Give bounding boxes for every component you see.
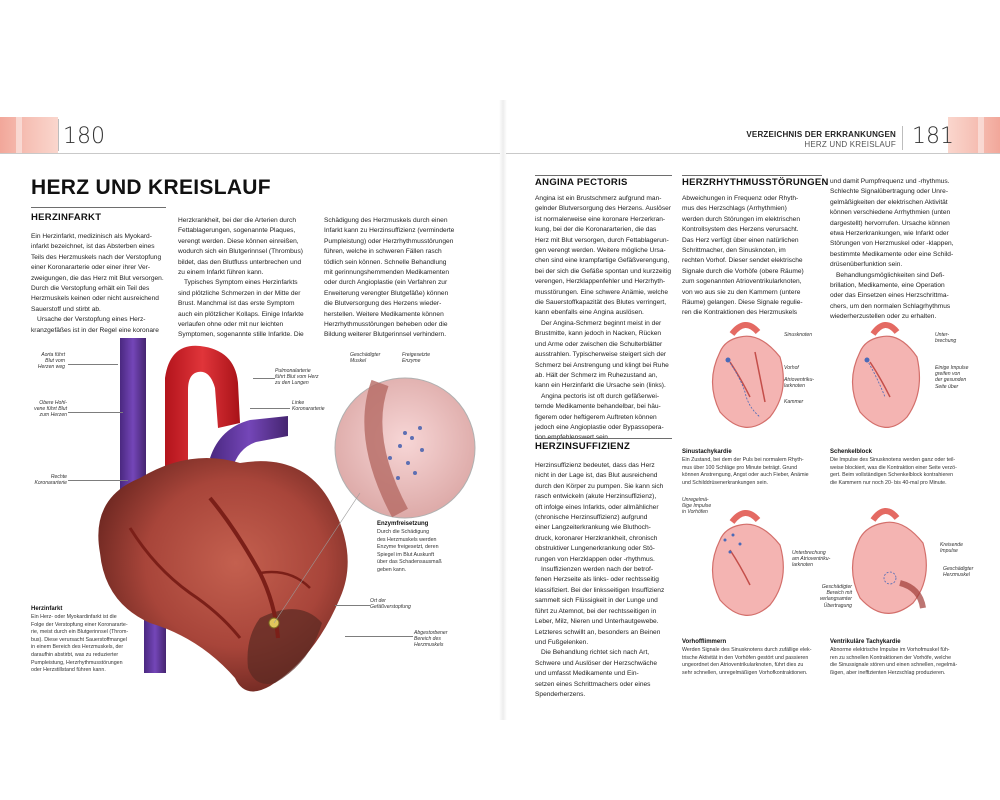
text-line: etwa Herzerkrankungen, wie Infarkt oder <box>830 230 949 238</box>
text-line: Der Angina-Schmerz beginnt meist in der <box>541 319 662 327</box>
text-line: musstörungen. Eine schwere Anämie, welche <box>535 288 669 296</box>
left-page-number: 180 <box>63 124 105 149</box>
text-line: Fettablagerungen, sogenannte Plaques, <box>178 227 296 235</box>
text-line: und Schilddrüsenerkrankungen sein. <box>682 479 768 486</box>
label-unregelmaessige-impulse: Unregelmä- ßige Impulse in Vorhöfen <box>682 497 712 516</box>
text-line: über das Schadensausmaß <box>377 559 442 566</box>
text-line: in einem Bereich des Herzmuskels, der <box>31 644 124 651</box>
text-line: können verschiedene Arrhythmien (unten <box>830 209 951 217</box>
text-line: und damit Pumpfrequenz und -rhythmus. <box>830 178 950 185</box>
text-line: Abnorme elektrische Impulse im Vorhofmuskel füh- <box>830 647 950 653</box>
text-line: und umfasst Medikamente und Ein- <box>535 670 639 678</box>
text-line: zweigungen, die das Herz mit Blut versorgen. <box>31 274 164 282</box>
enzyme-caption <box>377 529 467 575</box>
text-line: Behandlungsmöglichkeiten sind Defi- <box>836 271 945 279</box>
herzinfarkt-column-2 <box>178 216 318 341</box>
text-line: Ein Herz- oder Myokardinfarkt ist die <box>31 614 117 620</box>
text-line: ist normalerweise eine koronare Herzerkran- <box>535 215 666 223</box>
diagram-caption-1 <box>682 457 827 487</box>
text-line: ren zu schnellen Kontraktionen der Vorhöfe, welche <box>830 654 952 661</box>
text-line: führen, welche in schweren Fällen rasch <box>324 248 442 256</box>
text-line: die Blutversorgung des Herzens wieder- <box>324 300 442 308</box>
text-line: ab. Hält der Schmerz im Ruhezustand an, <box>535 371 658 379</box>
text-line: setzen eines Schrittmachers oder eines <box>535 680 651 688</box>
text-line: Insuffizienzen werden nach der betrof- <box>541 566 654 574</box>
text-line: klassifiziert. Bei der linksseitigen Insuffizienz <box>535 586 665 594</box>
text-line: Störungen von Herzmuskel oder -klappen, <box>830 240 954 248</box>
diagram-caption-3 <box>682 647 827 677</box>
diagram-vorhofflimmern <box>700 510 790 628</box>
header-rule-left <box>0 153 500 154</box>
rhythmus-column-2 <box>830 177 975 323</box>
text-line: Erweiterung verengter Blutgefäße) können <box>324 289 449 297</box>
text-line: Angina pectoris ist oft durch gefäßerwei- <box>541 392 660 400</box>
text-line: ternde Medikamente behandelbar, bei häu- <box>535 403 661 411</box>
text-line: Kontrollsystem des Herzens verursacht. <box>682 226 799 234</box>
text-line: Sauerstoff und stirbt ab. <box>31 305 101 313</box>
text-line: ßigen, aber ineffizienten Herzschlag produzieren. <box>830 669 946 676</box>
text-line: jedoch eine Angioplastie oder Bypassopera- <box>535 423 664 431</box>
text-line: nicht in der Lage ist, das Blut ausreichend <box>535 472 658 480</box>
text-line: kann ebenfalls eine Angina auslösen. <box>535 309 644 317</box>
herzinfarkt-column-3 <box>324 216 469 341</box>
text-line: (chronische Herzinsuffizienz) aufgrund <box>535 514 648 522</box>
text-line: Schmerz bei Anstrengung und klingt bei Ruhe <box>535 361 669 369</box>
text-line: Pumpleistung, Herzrhythmusstörungen <box>31 659 123 666</box>
text-line: Typisches Symptom eines Herzinfarkts <box>184 279 298 287</box>
text-line: herstellen. Weitere Medikamente können <box>324 310 444 318</box>
text-line: gen verengt werden. Weitere mögliche Ursa- <box>535 247 666 255</box>
text-line: Schrittmacher, den Sinusknoten, im <box>682 247 786 255</box>
text-line: gelnder Blutversorgung des Herzens. Auslöser <box>535 205 671 213</box>
text-line: Schwere und Auslöser der Herzschwäche <box>535 659 658 667</box>
label-right-coronary-artery: Rechte Koronararterie <box>34 474 67 487</box>
running-head-chapter: HERZ UND KREISLAUF <box>804 140 896 149</box>
label-kreisende-impulse: Kreisende Impulse <box>940 542 963 555</box>
text-line: fenen Herzseite als links- oder rechtsseitig <box>535 576 659 584</box>
section-rule-angina <box>535 175 672 176</box>
text-line: ren die Kontraktionen des Herzmuskels <box>682 309 798 317</box>
text-line: wiederherzustellen oder zu erhalten. <box>830 313 937 321</box>
label-dead-area: Abgestorbener Bereich des Herzmuskels <box>414 630 448 649</box>
text-line: von wo aus sie zu den Kammern (untere <box>682 288 801 296</box>
text-line: geben kann. <box>377 566 407 573</box>
section-title-insuffizienz: HERZINSUFFIZIENZ <box>535 441 631 452</box>
text-line: Ursache der Verstopfung eines Herz- <box>37 316 146 324</box>
label-geschaedigter-bereich: Geschädigter Bereich mit verlangsamter Übertragung <box>819 584 852 609</box>
text-line: oder Herzstillstand führen kann. <box>31 667 106 674</box>
label-pulmonary-artery: Pulmonalarterie führt Blut vom Herz zu den Lungen <box>275 368 319 387</box>
section-rule-herzinfarkt <box>31 207 166 208</box>
text-line: Brust. Manchmal ist das erste Symptom <box>178 300 295 308</box>
text-line: zum sogenannten Atrioventrikularknoten, <box>682 278 802 286</box>
text-line: Spiegel im Blut Auskunft <box>377 551 435 558</box>
text-line: rasch entwickeln (akute Herzinsuffizienz), <box>535 493 657 501</box>
text-line: Enzyme freigesetzt, deren <box>377 544 439 551</box>
text-line: verengt werden. Diese können einreißen, <box>178 237 299 245</box>
text-line: rie, meist durch ein Blutgerinnsel (Throm- <box>31 629 129 636</box>
text-line: mit gerinnungshemmenden Medikamenten <box>324 269 449 277</box>
text-line: Schlechte Signalübertragung oder Unre- <box>830 188 949 196</box>
text-line: oder durch Angioplastie (ein Verfahren zur <box>324 279 448 287</box>
text-line: Das Herz verfügt über einen natürlichen <box>682 236 799 244</box>
text-line: gelmäßigkeiten der elektrischen Aktivität <box>830 198 948 206</box>
magnified-view <box>335 378 475 518</box>
text-line: dargestellt) hervorrufen. Ursache können <box>830 219 950 227</box>
text-line: auch ein plötzlicher Kollaps. Einige Infarkte <box>178 310 304 318</box>
text-line: Spenderherzens. <box>535 690 586 698</box>
text-line: bildet, das den Blutfluss unterbrechen und <box>178 258 302 266</box>
text-line: bus). Diese verursacht Sauerstoffmangel <box>31 636 127 643</box>
header-accent-left <box>0 117 58 153</box>
label-einige-impulse: Einige Impulse greifen von der gesunden Seite über <box>935 365 969 390</box>
angina-text <box>535 194 675 444</box>
text-line: die Sinussignale stören und einen schnellen, regelmä- <box>830 662 958 669</box>
page-title: HERZ UND KREISLAUF <box>31 176 271 199</box>
section-title-rhythmus: HERZRHYTHMUSSTÖRUNGEN <box>682 177 829 188</box>
text-line: sind plötzliche Schmerzen in der Mitte der <box>178 289 301 297</box>
header-accent-right <box>948 117 1000 153</box>
diagram-title-4: Ventrikuläre Tachykardie <box>830 639 901 645</box>
text-line: mus des Herzschlags (Arrhythmien) <box>682 205 787 213</box>
diagram-title-2: Schenkelblock <box>830 449 873 455</box>
text-line: bei der sich die Gefäße spontan und kurzzeitig <box>535 267 671 275</box>
text-line: ausstrahlen. Typischerweise steigert sich der <box>535 351 667 359</box>
text-line: drüsenüberfunktion sein. <box>830 261 903 269</box>
text-line: sammelt sich Flüssigkeit in der Lunge und <box>535 597 658 605</box>
text-line: Herzmuskels keinen oder nicht ausreichend <box>31 295 159 303</box>
text-line: wodurch sich ein Blutgerinnsel (Thrombus) <box>178 248 303 256</box>
text-line: Herzkrankheit, bei der die Arterien durch <box>178 217 297 224</box>
herzinfarkt-column-1 <box>31 232 171 336</box>
label-unterbrechung: Unter- brechung <box>935 332 957 345</box>
text-line: Angina ist ein Brustschmerz aufgrund man- <box>535 195 662 202</box>
text-line: die Kammern nur noch 20- bis 40-mal pro Minute. <box>830 479 947 486</box>
diagram-caption-2 <box>830 457 980 487</box>
label-unterbrechung-av: Unterbrechung am Atrioventriku- larknoten <box>792 550 831 569</box>
rhythmus-column-1 <box>682 194 822 319</box>
text-line: oft infolge eines Infarkts, oder allmählicher <box>535 503 659 511</box>
text-line: Signale durch die Vorhöfe (obere Räume) <box>682 267 804 275</box>
text-line: rungen von Herzklappen oder -rhythmus. <box>535 555 655 563</box>
text-line: einer Koronararterie oder einer ihrer Ver- <box>31 264 151 272</box>
text-line: gert. Beim vollständigen Schenkelblock kontrahieren <box>830 472 954 479</box>
text-line: des Herzmuskels werden <box>377 536 437 543</box>
text-line: Ein Herzinfarkt, medizinisch als Myokard- <box>31 233 152 240</box>
text-line: obstruktiver Lungenerkrankung oder Stö- <box>535 545 655 553</box>
text-line: oder das Einsetzen eines Herzschrittma- <box>830 292 949 300</box>
text-line: Letzteres schwillt an, besonders an Beinen <box>535 628 661 636</box>
label-geschaedigter-herzmuskel: Geschädigter Herzmuskel <box>943 566 974 579</box>
infarct-area <box>248 609 323 684</box>
text-line: werden durch Störungen im elektrischen <box>682 215 801 223</box>
right-page-number: 181 <box>912 124 954 149</box>
text-line: mus über 100 Schläge pro Minute beträgt. Grund <box>682 464 798 471</box>
text-line: Folge der Verstopfung einer Koronararte- <box>31 621 128 628</box>
page-number-divider-right <box>902 126 903 150</box>
text-line: Durch die Schädigung <box>377 529 430 535</box>
text-line: Räume) gelangen. Diese Signale regulie- <box>682 299 803 307</box>
text-line: die Sauerstoffkapazität des Blutes verringert, <box>535 299 667 307</box>
infarct-caption-title: Herzinfarkt <box>31 606 63 612</box>
page-number-divider-left <box>58 119 59 151</box>
text-line: Leber, Milz, Nieren und Unterhautgewebe. <box>535 618 659 626</box>
diagram-ventrikulaere-tachykardie <box>845 508 935 628</box>
text-line: Die Behandlung richtet sich nach Art, <box>541 649 650 657</box>
text-line: Schädigung des Herzmuskels durch einen <box>324 217 448 224</box>
text-line: infarkt bezeichnet, ist das Absterben eines <box>31 243 155 251</box>
text-line: Durch die Verstopfung erhält ein Teil des <box>31 285 150 293</box>
label-vorhof: Vorhof <box>784 365 799 371</box>
text-line: Teils des Herzmuskels nach der Verstopfung <box>31 253 162 261</box>
text-line: Werden Signale des Sinusknotens durch zufällige elek- <box>682 647 812 653</box>
diagram-title-1: Sinustachykardie <box>682 449 732 455</box>
label-kammer: Kammer <box>784 399 804 405</box>
header-rule-right <box>506 153 1000 154</box>
label-superior-vena-cava: Obere Hohl- vene führt Blut zum Herzen <box>34 400 67 419</box>
running-head <box>720 130 896 150</box>
text-line: bestimmte Medikamente oder eine Schild- <box>830 250 954 258</box>
diagram-caption-4 <box>830 647 980 677</box>
text-line: Brustmitte, kann jedoch in Nacken, Rücken <box>535 330 662 338</box>
label-released-enzymes: Freigesetzte Enzyme <box>402 352 431 365</box>
book-gutter <box>499 100 507 720</box>
text-line: einer Langzeiterkrankung wie Bluthoch- <box>535 524 651 532</box>
enzyme-caption-title: Enzymfreisetzung <box>377 521 429 527</box>
text-line: tödlich sein können. Schnelle Behandlung <box>324 258 447 266</box>
label-aorta: Aorta führt Blut vom Herzen weg <box>37 352 65 371</box>
text-line: und Arme oder zwischen die Schulterblätter <box>535 340 663 348</box>
text-line: Infarkt kann zu Herzinsuffizienz (verminderte <box>324 227 455 235</box>
text-line: Abweichungen in Frequenz oder Rhyth- <box>682 195 799 202</box>
text-line: Ein Zustand, bei dem der Puls bei normalem Rhyth- <box>682 457 804 463</box>
text-line: Herzrhythmusstörungen beheben oder die <box>324 321 448 329</box>
running-head-section: VERZEICHNIS DER ERKRANKUNGEN <box>746 130 896 139</box>
text-line: rechten Vorhof. Dieser sendet elektrische <box>682 257 803 265</box>
text-line: Pumpleistung) oder Herzrhythmusstörungen <box>324 237 454 245</box>
text-line: Bildung weiterer Blutgerinnsel verhindern. <box>324 331 447 339</box>
diagram-title-3: Vorhofflimmern <box>682 639 727 645</box>
label-damaged-muscle: Geschädigter Muskel <box>350 352 381 365</box>
section-rule-insuffizienz <box>535 438 672 439</box>
label-left-coronary-artery: Linke Koronararterie <box>292 400 325 413</box>
diagram-sinustachykardie <box>700 322 790 440</box>
text-line: brillation, Medikamente, eine Operation <box>830 282 945 290</box>
text-line: und Fußgelenken. <box>535 638 589 646</box>
label-occlusion-site: Ort der Gefäßverstopfung <box>370 598 411 611</box>
label-sinusknoten: Sinusknoten <box>784 332 813 338</box>
text-line: verengen, Herzklappenfehler und Herzrhyth- <box>535 278 666 286</box>
text-line: chen sind eine krampfartige Gefäßverengung, <box>535 257 670 265</box>
text-line: kung, bei der die Koronararterien, die das <box>535 226 657 234</box>
text-line: daraufhin abstirbt, was zu reduzierter <box>31 651 119 658</box>
text-line: ungeordnet den Atrioventrikularknoten, führt dies zu <box>682 662 804 669</box>
text-line: können Anstrengung, Angst oder auch Fieber, Anämie <box>682 472 809 479</box>
text-line: führt zu Atemnot, bei der rechtsseitigen in <box>535 607 657 615</box>
text-line: trische Aktivität in den Vorhöfen gestört und passieren <box>682 654 809 661</box>
diagram-schenkelblock <box>845 322 925 440</box>
text-line: chers, um den normalen Schlagrhythmus <box>830 302 951 310</box>
text-line: kann ein Herzinfarkt die Ursache sein (links). <box>535 382 666 390</box>
section-title-angina: ANGINA PECTORIS <box>535 177 628 188</box>
infarct-caption <box>31 614 166 675</box>
section-rule-rhythmus <box>682 175 822 176</box>
text-line: durch den Körper zu pumpen. Sie kann sich <box>535 482 664 490</box>
text-line: druck, koronarer Herzkrankheit, chronisch <box>535 534 658 542</box>
text-line: zu einem Infarkt führen kann. <box>178 269 264 277</box>
text-line: sehr schnellen, unregelmäßigen Vorhofkontraktionen. <box>682 669 808 676</box>
text-line: weise blockiert, was die Kontraktion einer Seite verzö- <box>830 464 957 471</box>
text-line: kranzgefäßes ist in der Regel eine koronare <box>31 326 159 334</box>
text-line: Die Impulse des Sinusknotens werden ganz oder teil- <box>830 457 956 463</box>
label-av-knoten: Atrioventriku- larknoten <box>784 377 815 390</box>
insuffizienz-text <box>535 461 675 700</box>
text-line: Symptomen, sogenannte stille Infarkte. Die <box>178 331 304 339</box>
text-line: figerem oder heftigerem Auftreten können <box>535 413 657 421</box>
text-line: Herz mit Blut versorgen, durch Fettablagerun- <box>535 236 669 244</box>
text-line: verlaufen ohne oder mit nur leichten <box>178 321 284 329</box>
section-title-herzinfarkt: HERZINFARKT <box>31 212 102 223</box>
text-line: Herzinsuffizienz bedeutet, dass das Herz <box>535 462 655 469</box>
